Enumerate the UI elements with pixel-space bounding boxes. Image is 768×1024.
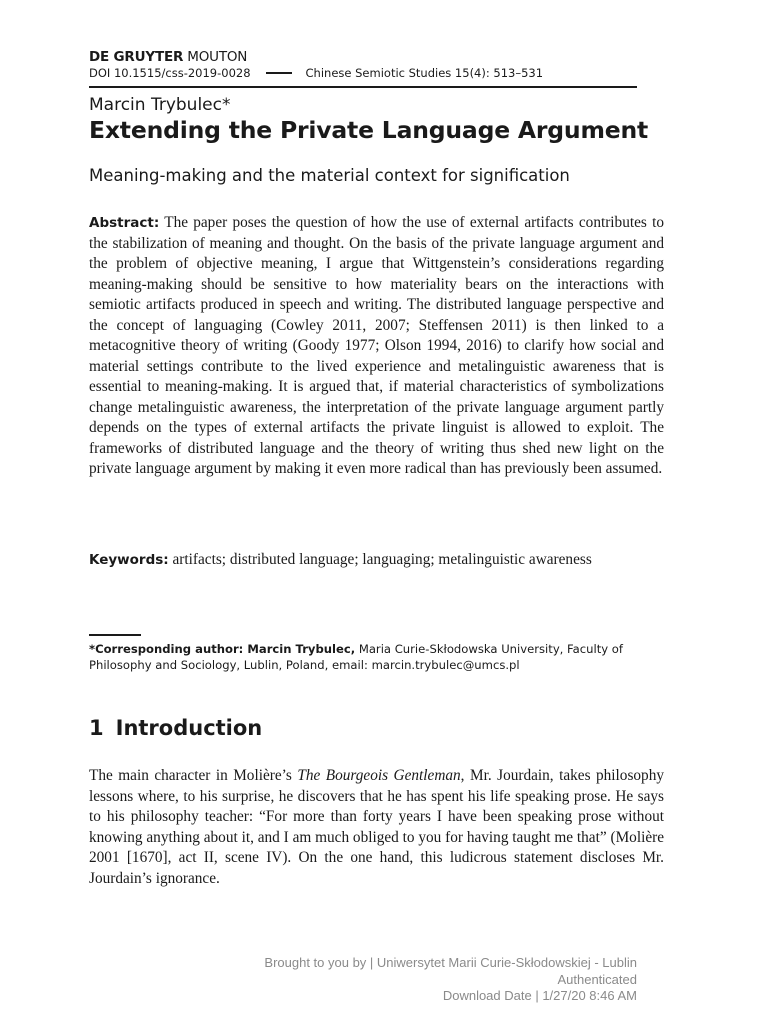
footnote-rule [89,634,141,636]
keywords-paragraph [89,550,664,571]
section-title: Introduction [115,716,263,740]
access-watermark [264,955,637,1005]
journal-citation: Chinese Semiotic Studies 15(4): 513–531 [305,66,544,80]
header-rule [89,86,637,88]
keywords-label: Keywords: [89,552,169,568]
abstract-paragraph [89,213,664,480]
intro-paragraph [89,766,664,889]
watermark-line-3: Download Date | 1/27/20 8:46 AM [442,988,637,1003]
section-number: 1 [89,716,104,740]
abstract-text: The paper poses the question of how the use of external artifacts contributes to the stabilization of meaning and thought. On the basis of the private language argument and the problem of objective meaning, I argue that Wittgenstein’s considerations regarding meaning-making should be sensitive to how materiality bears on the interactions with semiotic artifacts produced in speech and writing. The distributed language perspective and the concept of languaging (Cowley 2011, 2007; Steffensen 2011) is then linked to a metacognitive theory of writing (Goody 1977; Olson 1994, 2016) to clarify how social and material settings contribute to the lived experience and metalinguistic awareness that is essential to meaning-making. It is argued that, if material characteristics of symbolizations change metalinguistic awareness, the interpretation of the private language argument partly depends on the types of external artifacts the private linguist is allowed to exploit. The frameworks of distributed language and the theory of writing thus shed new light on the private language argument by making it even more radical than has previously been assumed. [89,214,664,477]
intro-text-before: The main character in Molière’s [89,767,292,784]
article-subtitle: Meaning-making and the material context for signification [89,166,570,185]
footnote-text: Maria Curie-Skłodowska University, Faculty of Philosophy and Sociology, Lublin, Poland, email: marcin.trybulec@umcs.pl [89,642,623,672]
citation-dash [266,72,292,74]
citation-line [89,66,543,80]
publisher-logo [89,49,247,65]
article-title: Extending the Private Language Argument [89,116,649,144]
abstract-label: Abstract: [89,215,160,231]
watermark-line-2: Authenticated [557,971,637,987]
doi-text: DOI 10.1515/css-2019-0028 [89,66,251,80]
article-author: Marcin Trybulec* [89,95,231,115]
publisher-name: DE GRUYTER [89,49,184,65]
footnote [89,641,649,673]
publisher-imprint: MOUTON [187,49,248,65]
intro-text-after: , Mr. Jourdain, takes philosophy lessons where, to his surprise, he discovers that he has spent his life speaking prose. He says to his philosophy teacher: “For more than forty years I have been speaking prose without knowing anything about it, and I am much obliged to you for having taught me that” (Molière 2001 [1670], act II, scene IV). On the one hand, this ludicrous statement discloses Mr. Jourdain’s ignorance. [89,767,665,887]
section-heading [89,716,262,740]
watermark-line-1: Brought to you by | Uniwersytet Marii Curie-Skłodowskiej - Lublin [264,955,637,970]
keywords-text: artifacts; distributed language; languaging; metalinguistic awareness [172,551,592,568]
intro-book-title: The Bourgeois Gentleman [297,767,461,784]
footnote-label: *Corresponding author: Marcin Trybulec, [89,642,356,656]
